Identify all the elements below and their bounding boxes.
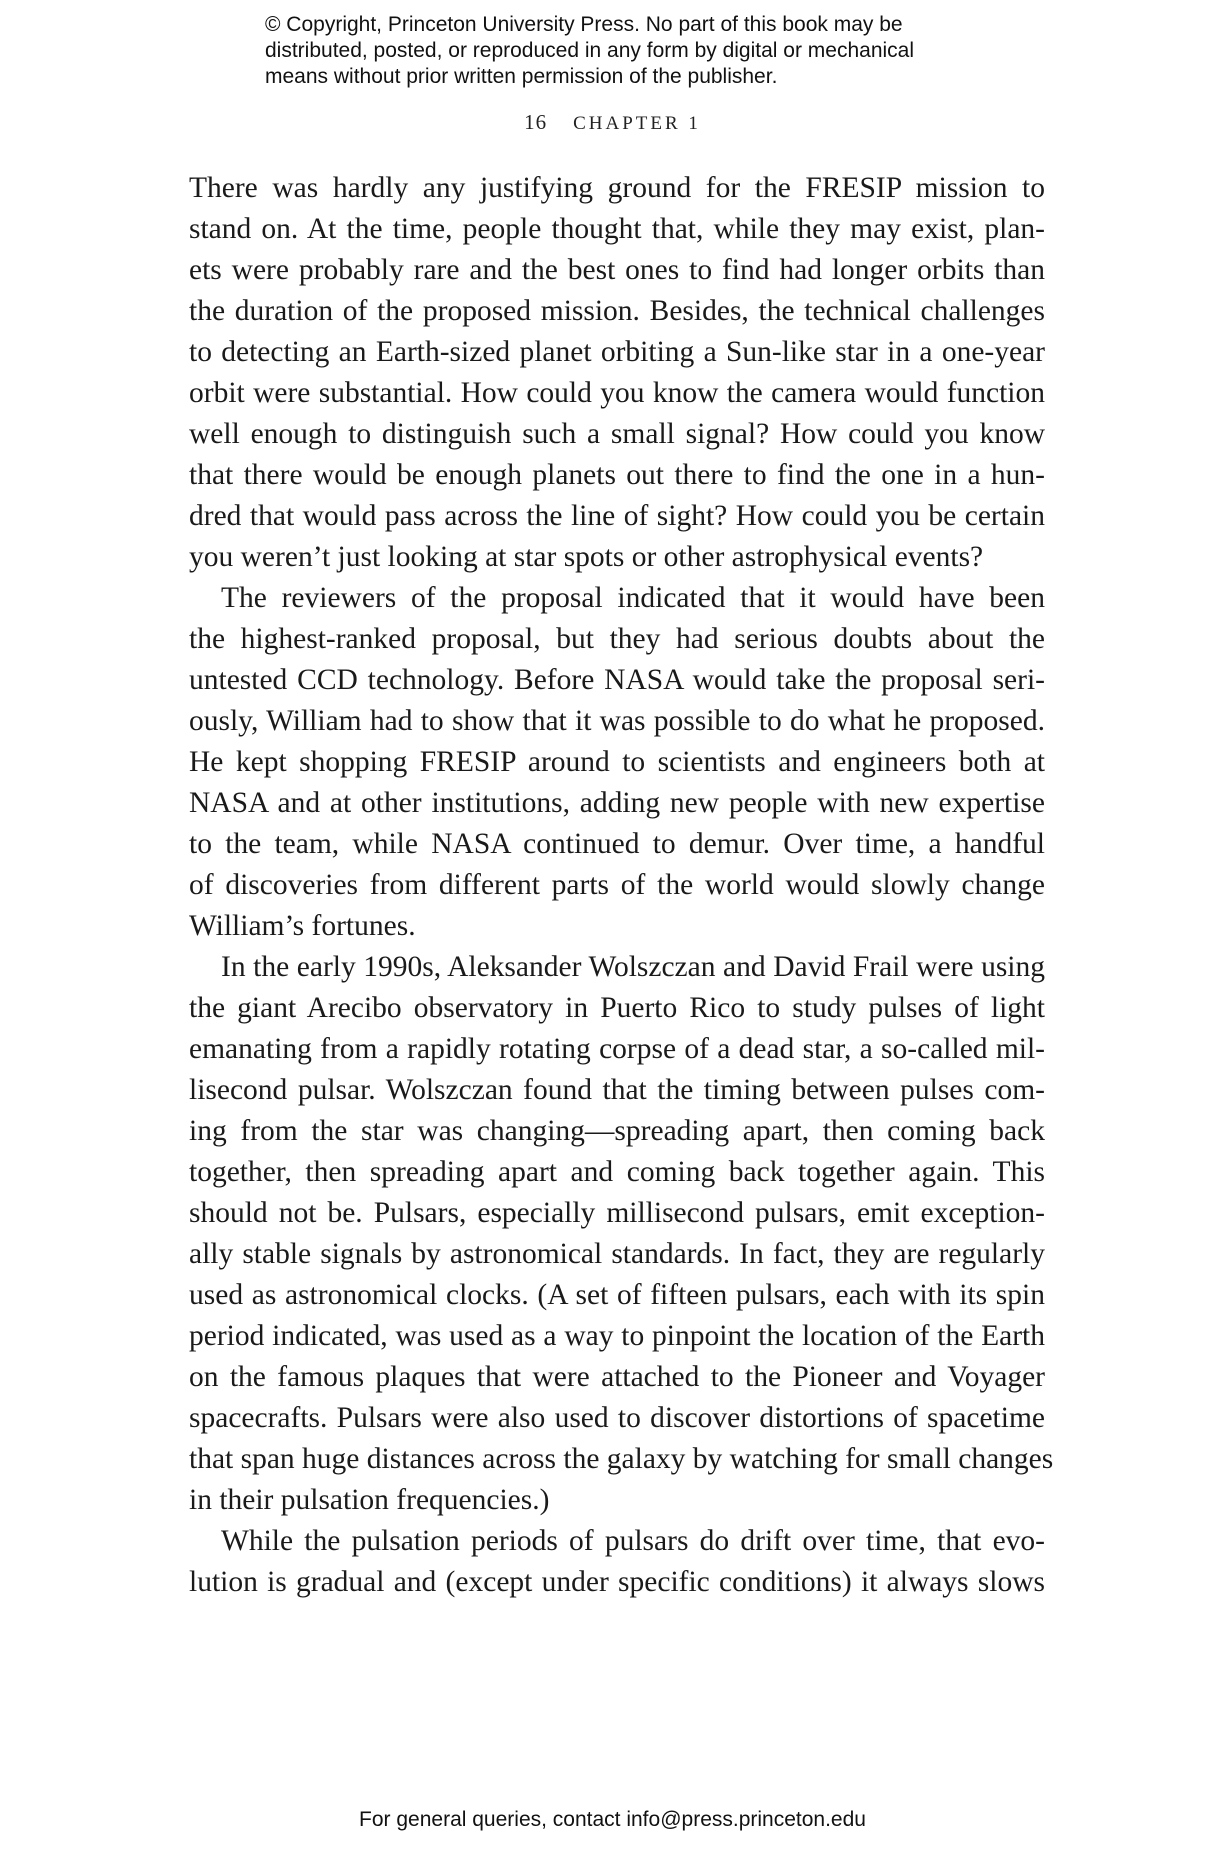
text-line: to detecting an Earth-sized planet orbiting a Sun-like star in a one-year <box>189 336 1045 368</box>
text-line: ously, William had to show that it was possible to do what he proposed. <box>189 705 1045 737</box>
text-line: ing from the star was changing—spreading apart, then coming back <box>189 1115 1045 1147</box>
chapter-label: CHAPTER 1 <box>573 113 701 134</box>
text-line: should not be. Pulsars, especially millisecond pulsars, emit exception- <box>189 1197 1045 1229</box>
text-line: that span huge distances across the galaxy by watching for small changes <box>189 1443 1054 1475</box>
page-number: 16 <box>524 110 548 134</box>
text-line: untested CCD technology. Before NASA would take the proposal seri- <box>189 664 1045 696</box>
text-line: that there would be enough planets out there to find the one in a hun- <box>189 459 1045 491</box>
copyright-line: © Copyright, Princeton University Press. No part of this book may be <box>265 13 903 36</box>
paragraph <box>189 947 1054 1521</box>
text-line: orbit were substantial. How could you know the camera would function <box>189 377 1045 409</box>
text-line: the duration of the proposed mission. Besides, the technical challenges <box>189 295 1045 327</box>
paragraph <box>189 578 1045 947</box>
text-line: William’s fortunes. <box>189 910 416 942</box>
text-line: He kept shopping FRESIP around to scientists and engineers both at <box>189 746 1045 778</box>
text-line: In the early 1990s, Aleksander Wolszczan and David Frail were using <box>221 951 1045 983</box>
footer-contact: For general queries, contact info@press.princeton.edu <box>359 1808 866 1831</box>
text-line: in their pulsation frequencies.) <box>189 1484 550 1516</box>
text-line: of discoveries from different parts of the world would slowly change <box>189 869 1045 901</box>
paragraph <box>189 1521 1045 1603</box>
text-line: the giant Arecibo observatory in Puerto Rico to study pulses of light <box>189 992 1045 1024</box>
copyright-line: means without prior written permission of the publisher. <box>265 65 778 88</box>
text-line: ally stable signals by astronomical standards. In fact, they are regularly <box>189 1238 1045 1270</box>
text-line: to the team, while NASA continued to demur. Over time, a handful <box>189 828 1045 860</box>
text-line: While the pulsation periods of pulsars do drift over time, that evo- <box>221 1525 1045 1557</box>
text-line: the highest-ranked proposal, but they had serious doubts about the <box>189 623 1045 655</box>
text-line: period indicated, was used as a way to pinpoint the location of the Earth <box>189 1320 1045 1352</box>
text-line: used as astronomical clocks. (A set of fifteen pulsars, each with its spin <box>189 1279 1045 1311</box>
text-line: emanating from a rapidly rotating corpse of a dead star, a so-called mil- <box>189 1033 1045 1065</box>
text-line: stand on. At the time, people thought that, while they may exist, plan- <box>189 213 1045 245</box>
text-line: spacecrafts. Pulsars were also used to discover distortions of spacetime <box>189 1402 1045 1434</box>
copyright-notice <box>265 12 1025 90</box>
copyright-line: distributed, posted, or reproduced in any form by digital or mechanical <box>265 39 915 62</box>
paragraph <box>189 168 1045 578</box>
text-line: lisecond pulsar. Wolszczan found that the timing between pulses com- <box>189 1074 1045 1106</box>
text-line: together, then spreading apart and coming back together again. This <box>189 1156 1045 1188</box>
text-line: ets were probably rare and the best ones to find had longer orbits than <box>189 254 1045 286</box>
text-line: well enough to distinguish such a small signal? How could you know <box>189 418 1045 450</box>
text-line: dred that would pass across the line of sight? How could you be certain <box>189 500 1045 532</box>
text-line: you weren’t just looking at star spots or other astrophysical events? <box>189 541 984 573</box>
text-line: on the famous plaques that were attached to the Pioneer and Voyager <box>189 1361 1045 1393</box>
text-line: There was hardly any justifying ground for the FRESIP mission to <box>189 172 1045 204</box>
body-text <box>189 168 1054 1603</box>
text-line: lution is gradual and (except under specific conditions) it always slows <box>189 1566 1045 1598</box>
text-line: NASA and at other institutions, adding new people with new expertise <box>189 787 1045 819</box>
text-line: The reviewers of the proposal indicated that it would have been <box>221 582 1045 614</box>
running-head <box>0 110 1225 135</box>
